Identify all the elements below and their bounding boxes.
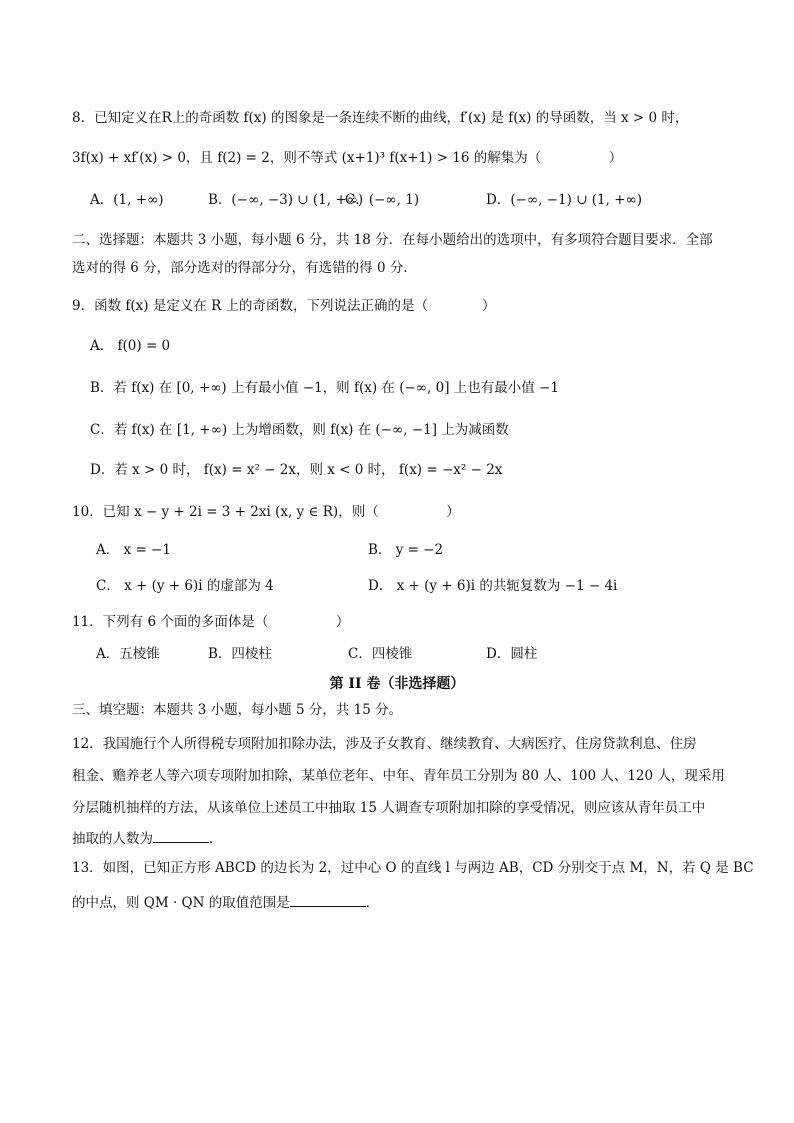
q12-line1: 12．我国施行个人所得税专项附加扣除办法，涉及子女教育、继续教育、大病医疗、住房贷款利息、住房 — [72, 736, 697, 752]
q10-option-b: B． y = −2 — [368, 542, 444, 558]
q8-option-b: B．(−∞, −3) ∪ (1, +∞) — [208, 192, 364, 208]
section2-instructions-line2: 选对的得 6 分，部分选对的得部分分，有选错的得 0 分． — [72, 260, 417, 276]
q10-option-c: C． x + (y + 6)i 的虚部为 4 — [96, 578, 274, 594]
q13-line2 — [72, 892, 379, 913]
q8-option-a: A．(1, +∞) — [90, 192, 164, 208]
q13-line2-end: ． — [365, 895, 380, 911]
q8-option-c: C．(−∞, 1) — [345, 192, 420, 208]
q8-option-d: D．(−∞, −1) ∪ (1, +∞) — [486, 192, 643, 208]
q13-line1: 13．如图，已知正方形 ABCD 的边长为 2，过中心 O 的直线 l 与两边 AB，CD 分别交于点 M，N，若 Q 是 BC — [72, 860, 754, 876]
q10-option-d: D． x + (y + 6)i 的共轭复数为 −1 − 4i — [368, 578, 618, 594]
q8-stem-line1: 8．已知定义在R上的奇函数 f(x) 的图象是一条连续不断的曲线，f′(x) 是 f(x) 的导函数，当 x > 0 时， — [72, 110, 689, 126]
q13-answer-blank[interactable] — [290, 892, 366, 907]
q9-option-c: C．若 f(x) 在 [1, +∞) 上为增函数，则 f(x) 在 (−∞, −1] 上为减函数 — [90, 422, 509, 438]
q12-line2: 租金、赡养老人等六项专项附加扣除，某单位老年、中年、青年员工分别为 80 人、100 人、120 人，现采用 — [72, 768, 725, 784]
q10-stem: 10．已知 x − y + 2i = 3 + 2xi (x, y ∈ R)，则（ ） — [72, 504, 460, 520]
q9-option-a: A． f(0) = 0 — [90, 338, 171, 354]
q11-option-c: C．四棱锥 — [348, 646, 413, 662]
section2-instructions-line1: 二、选择题：本题共 3 小题，每小题 6 分，共 18 分．在每小题给出的选项中，有多项符合题目要求．全部 — [72, 232, 713, 248]
q12-line4-end: ． — [209, 831, 223, 847]
q9-stem: 9．函数 f(x) 是定义在 R 上的奇函数，下列说法正确的是（ ） — [72, 298, 496, 314]
q11-option-a: A．五棱锥 — [96, 646, 160, 662]
q10-option-a: A． x = −1 — [96, 542, 171, 558]
q8-stem-line2: 3f(x) + xf′(x) > 0，且 f(2) = 2，则不等式 (x+1)³ f(x+1) > 16 的解集为（ ） — [72, 150, 623, 166]
q11-option-b: B．四棱柱 — [208, 646, 272, 662]
q13-line2-text: 的中点，则 QM · QN 的取值范围是 — [72, 895, 290, 911]
q12-line4 — [72, 828, 223, 849]
q11-option-d: D．圆柱 — [486, 646, 538, 662]
q9-option-b: B．若 f(x) 在 [0, +∞) 上有最小值 −1，则 f(x) 在 (−∞, 0] 上也有最小值 −1 — [90, 380, 559, 396]
q11-stem: 11．下列有 6 个面的多面体是（ ） — [72, 614, 350, 630]
q12-line3: 分层随机抽样的方法，从该单位上述员工中抽取 15 人调查专项附加扣除的享受情况，则应该从青年员工中 — [72, 800, 706, 816]
q12-line4-text: 抽取的人数为 — [72, 831, 153, 847]
section3-instructions: 三、填空题：本题共 3 小题，每小题 5 分，共 15 分。 — [72, 702, 403, 718]
q9-option-d: D．若 x > 0 时， f(x) = x² − 2x，则 x < 0 时， f(x) = −x² − 2x — [90, 462, 503, 478]
q12-answer-blank[interactable] — [153, 828, 209, 843]
part2-title: 第 II 卷（非选择题） — [329, 676, 465, 692]
